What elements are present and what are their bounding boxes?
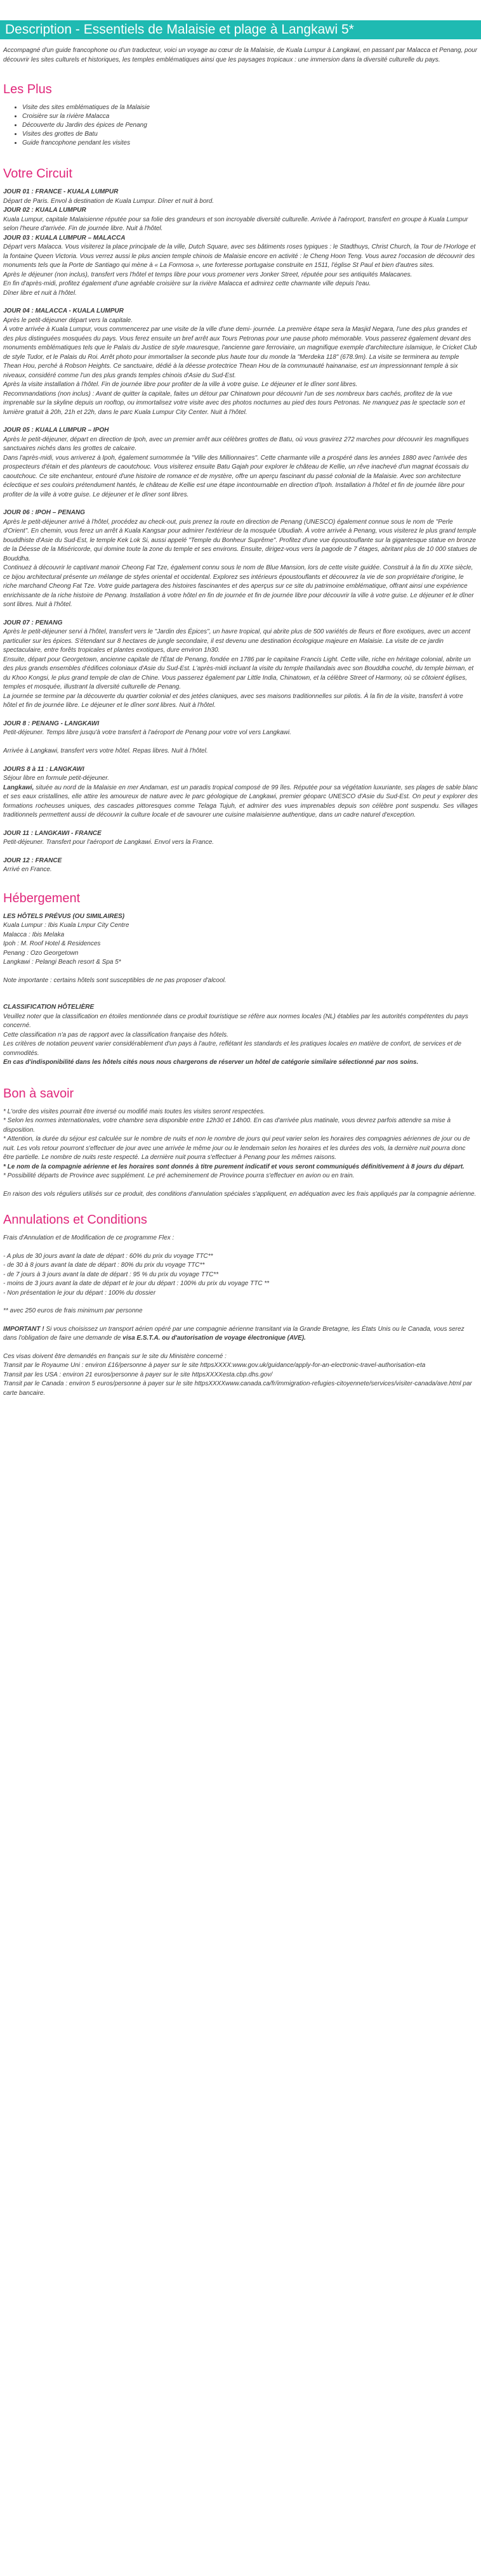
day-text: Après le petit-déjeuner servi à l'hôtel, transfert vers le "Jardin des Épices", un havre tropical, qui abrite plus de 500 variétés de fleurs et flore exotiques, avec un accent particulier sur les épices. S'étendant sur 8 hectares de jungle secondaire, il est devenu une destination écologique majeure en Malaisie. La visite de ce jardin spectaculaire, entre forêts tropicales et plantes exotiques, dure environ 1h30. Ensuite, départ pour Georgetown, ancienne capitale de l'État de Penang, fondée en 1786 par le capitaine Francis Light. Cette ville, riche en héritage colonial, abrite un des plus grands ensembles d'édifices coloniaux d'Asie du Sud-Est. L'après-midi incluant la visite du temple thaïlandais avec son Bouddha couché, du temple birman, et du Khoo Kongsi, le plus grand temple de clan de Chine. Vous passerez également par Little India, Chinatown, et la célèbre Street of Harmony, où se côtoient églises, temples et mosquée, illustrant la diversité culturelle de Penang. La journée se termine par la découverte du quartier colonial et des jetées claniques, avec ses maisons traditionnelles sur pilotis. À la fin de la visite, transfert à votre hôtel et fin de journée libre. Le déjeuner et le dîner sont libres. Nuit à l'hôtel.	[3, 628, 474, 709]
day-3	[3, 234, 478, 299]
classification-bold: En cas d'indisponibilité dans les hôtels cités nous nous chargerons de réserver un hôtel de catégorie similaire sélectionné par nos soins.	[3, 1059, 419, 1066]
day-8	[3, 720, 478, 756]
day-text: Après le petit-déjeuner départ vers la capitale. À votre arrivée à Kuala Lumpur, vous commencerez par une visite de la ville d'une demi- journée. La première étape sera la Masjid Negara, l'une des plus grandes et des plus distinguées mosquées du pays. Vous ferez ensuite un bref arrêt aux Tours Petronas pour une pause photo mémorable. Vous passerez également devant des monuments emblématiques tels que le Palais du Justice de style mauresque, l'ancienne gare ferroviaire, un magnifique exemple d'architecture islamique, le Cricket Club de style Tudor, et le Palais du Roi. Arrêt photo pour immortaliser la seconde plus haute tour du monde la "Merdeka 118" (678.9m). La visite se terminera au temple Thean Hou, perché à Robson Heights. Ce sanctuaire, dédié à la déesse protectrice Thean Hou de la communauté hainanaise, est un impressionnant temple à six niveaux, considéré comme l'un des plus grands temples chinois d'Asie du Sud-Est. Après la visite installation à l'hôtel. Fin de journée libre pour profiter de la ville à votre guise. Le déjeuner et le dîner sont libres. Recommandations (non inclus) : Avant de quitter la capitale, faites un détour par Chinatown pour découvrir l'un de ses nombreux bars cachés, profitez de la vue imprenable sur la skyline depuis un rooftop, ou immortalisez votre visite avec des photos nocturnes au pied des tours Petronas. Ne manquez pas le spectacle son et lumière gratuit à 20h, 21h et 22h, dans le parc Kuala Lumpur City Center. Nuit à l'hôtel.	[3, 316, 477, 416]
list-item: • Croisière sur la rivière Malacca	[22, 112, 478, 121]
classification-text: Veuillez noter que la classification en étoiles mentionnée dans ce produit touristique se réfère aux normes locales (NL) établies par les autorités compétentes du pays concerné. Cette classification n'a pas de rapport avec la classification française des hôtels. Les critères de notation peuvent varier considérablement d'un pays à l'autre, reflétant les standards et les pratiques locales en matière de confort, de services et de commodités.	[3, 1013, 468, 1057]
day-title: JOUR 03 : KUALA LUMPUR – MALACCA	[3, 234, 126, 242]
day-text: Après le petit-déjeuner, départ en direction de Ipoh, avec un premier arrêt aux célèbres grottes de Batu, où vous gravirez 272 marches pour découvrir les magnifiques sanctuaires nichés dans les grottes de calcaire. Dans l'après-midi, vous arriverez à Ipoh, également surnommée la "Ville des Millionnaires". Cette charmante ville a prospéré dans les années 1880 avec l'arrivée des prospecteurs d'étain et des planteurs de caoutchouc. Vous visiterez ensuite Batu Gajah pour explorer le château de Kellie, un rêve inachevé d'un magnat écossais du caoutchouc. Ce site enchanteur, entouré d'une histoire de romance et de mystère, offre un aperçu fascinant du passé colonial de la Malaisie. Avec son architecture éclectique et ses couloirs prétendument hantés, le château de Kellie est une étape incontournable en direction d'Ipoh. Installation à l'hôtel et fin de journée libre pour profiter de la ville à votre guise. Le déjeuner et le dîner sont libres.	[3, 436, 469, 498]
annulation-line: - Non présentation le jour du départ : 100% du dossier	[3, 1289, 156, 1297]
day-5	[3, 426, 478, 500]
list-item: • Visite des sites emblématiques de la Malaisie	[22, 103, 478, 112]
hotel-line: Kuala Lumpur : Ibis Kuala Lmpur City Centre	[3, 922, 129, 929]
annulation-line: - de 7 jours à 3 jours avant la date de départ : 95 % du prix du voyage TTC**	[3, 1271, 219, 1278]
day-title: JOUR 05 : KUALA LUMPUR – IPOH	[3, 427, 109, 434]
day-9-11	[3, 765, 478, 820]
visa-text: Ces visas doivent être demandés en français sur le site du Ministère concerné : Transit par le Royaume Uni : environ £16/personne à payer sur le site httpsXXXX:www.gov.uk/guidance/apply-for-an-electronic-travel-authorisation-eta Transit par les USA : environ 21 euros/personne à payer sur le site httpsXXXXesta.cbp.dhs.gov/ Transit par le Canada : environ 5 euros/personne à payer sur le site httpsXXXXwww.canada.ca/fr/immigration-refugies-citoyennete/services/visiter-canada/ave.html par carte bancaire.	[3, 1352, 472, 1397]
day-text: Départ de Paris. Envol à destination de Kuala Lumpur. Dîner et nuit à bord.	[3, 197, 214, 205]
hotel-line: Langkawi : Pelangi Beach resort & Spa 5*	[3, 959, 121, 966]
day-7	[3, 619, 478, 711]
day-title: JOUR 8 : PENANG - LANGKAWI	[3, 720, 100, 727]
day-12	[3, 857, 478, 875]
day-6	[3, 508, 478, 610]
day-text: Départ vers Malacca. Vous visiterez la place principale de la ville, Dutch Square, avec ses bâtiments roses typiques : le Stadthuys, Christ Church, la Tour de l'Horloge et la fontaine Queen Victoria. Vous verrez aussi le plus ancien temple chinois de Malaisie encore en activité : le Cheng Hoon Teng. Vous aurez l'occasion de découvrir des monuments tels que la Porte de Santiago qui mène à « La Formosa », une forteresse portugaise construite en 1511, l'église St Paul et bien d'autres sites. Après le déjeuner (non inclus), transfert vers l'hôtel et temps libre pour vous promener vers Jonker Street, réputée pour ses antiquités Malacanes. En fin d'après-midi, profitez également d'une agréable croisière sur la rivière Malacca et admirez cette charmante ville depuis l'eau. Dîner libre et nuit à l'hôtel.	[3, 243, 476, 297]
day-title: JOUR 01 : FRANCE - KUALA LUMPUR	[3, 188, 119, 195]
day-text	[3, 784, 478, 820]
important-bold: visa E.S.T.A. ou d'autorisation de voyage électronique (AVE).	[122, 1335, 306, 1342]
intro-text: Accompagné d'un guide francophone ou d'un traducteur, voici un voyage au cœur de la Malaisie, de Kuala Lumpur à Langkawi, en passant par Malacca et Penang, pour découvrir les sites culturels et historiques, les temples emblématiques ainsi que les paysages tropicaux : une immersion dans la diversité culturelle du pays.	[3, 47, 478, 63]
important-label: IMPORTANT !	[3, 1325, 46, 1333]
day-11	[3, 829, 478, 848]
hotel-line: Penang : Ozo Georgetown	[3, 949, 79, 957]
hotel-line: Malacca : Ibis Melaka	[3, 931, 65, 938]
day-1	[3, 188, 478, 206]
day-text: Arrivé en France.	[3, 866, 52, 873]
day-title: JOUR 06 : IPOH – PENANG	[3, 509, 85, 516]
annulation-line: - A plus de 30 jours avant la date de départ : 60% du prix du voyage TTC**	[3, 1252, 213, 1260]
day-text-continued: située au nord de la Malaisie en mer Andaman, est un paradis tropical composé de 99 îles. Réputée pour sa végétation luxuriante, ses plages de sable blanc et ses eaux cristallines, elle attire les amoureux de nature avec le parc géologique de Langkawi, premier géoparc UNESCO d'Asie du Sud-Est. On peut y explorer des formations rocheuses uniques, des cascades pittoresques comme Telaga Tujuh, et admirer des vues imprenables depuis son célèbre pont suspendu. Ses villages traditionnels permettent aussi de découvrir la culture locale et de savourer une cuisine malaisienne authentique, dans un cadre naturel d'exception.	[3, 784, 478, 819]
page	[0, 20, 481, 1411]
bold-text: Langkawi,	[3, 784, 34, 791]
day-title: JOUR 04 : MALACCA - KUALA LUMPUR	[3, 307, 124, 314]
day-text: Petit-déjeuner. Temps libre jusqu'à votre transfert à l'aéroport de Penang pour votre vol vers Langkawi. Arrivée à Langkawi, transfert vers votre hôtel. Repas libres. Nuit à l'hôtel.	[3, 729, 291, 754]
list-item: • Guide francophone pendant les visites	[22, 139, 478, 148]
day-4	[3, 307, 478, 417]
day-text: Séjour libre en formule petit-déjeuner.	[3, 775, 109, 782]
annulation-line: - moins de 3 jours avant la date de départ et le jour du départ : 100% du prix du voyage TTC **	[3, 1280, 270, 1287]
day-title: JOUR 07 : PENANG	[3, 619, 63, 626]
savoir-heading: Bon à savoir	[3, 1086, 74, 1101]
day-text: Après le petit-déjeuner arrivé à l'hôtel, procédez au check-out, puis prenez la route en direction de Penang (UNESCO) également connue sous le nom de "Perle d'Orient". En chemin, vous ferez un arrêt à Kuala Kangsar pour admirer l'extérieur de la mosquée Ubudiah. À votre arrivée à Penang, vous visiterez le plus grand temple bouddhiste d'Asie du Sud-Est, le temple Kek Lok Si, aussi appelé "Temple du Bonheur Suprême". Profitez d'une vue époustouflante sur la gigantesque statue en bronze de la Déesse de la Miséricorde, qui domine toute la zone du temple et ses environs. Ensuite, dirigez-vous vers la pagode de 7 étages, abritant plus de 10 000 statues de Bouddha. Continuez à découvrir le captivant manoir Cheong Fat Tze, également connu sous le nom de Blue Mansion, lors de cette visite guidée. Construit à la fin du XIXe siècle, ce bijou architectural présente un mélange de styles oriental et occidental. Explorez ses intérieurs époustouflants et découvrez la vie de son propriétaire d'origine, le riche marchand Cheong Fat Tze. Votre guide partagera des histoires fascinantes et des aperçus sur ce site du patrimoine emblématique, offrant ainsi une expérience enrichissante de la riche histoire de Penang. Installation à votre hôtel en fin de journée et fin de journée libre pour découvrir la ville à votre guise. Le déjeuner et le dîner sont libres. Nuit à l'hôtel.	[3, 518, 477, 608]
plus-heading: Les Plus	[3, 82, 52, 96]
important-notice	[3, 1325, 478, 1343]
day-title: JOUR 11 : LANGKAWI - FRANCE	[3, 829, 102, 837]
savoir-text-2: En raison des vols réguliers utilisés sur ce produit, des conditions d'annulation spéciales s'appliquent, en adéquation avec les frais appliqués par la compagnie aérienne.	[3, 1190, 477, 1198]
important-text: Si vous choisissez un transport aérien opéré par une compagnie aérienne transitant via la Grande Bretagne, les États Unis ou le Canada, vous serez dans l'obligation de faire une demande de	[3, 1325, 465, 1342]
day-title: JOURS 8 à 11 : LANGKAWI	[3, 765, 84, 773]
day-title: JOUR 12 : FRANCE	[3, 857, 62, 864]
savoir-bold: * Le nom de la compagnie aérienne et les horaires sont donnés à titre purement indicatif et vous seront communiqués définitivement à 8 jours du départ.	[3, 1163, 465, 1170]
hotel-subheading: LES HÔTELS PRÉVUS (OU SIMILAIRES)	[3, 912, 125, 920]
list-item: • Découverte du Jardin des épices de Penang	[22, 121, 478, 130]
day-2	[3, 206, 478, 234]
title-bar	[0, 20, 481, 39]
hotel-heading: Hébergement	[3, 891, 81, 905]
content	[0, 46, 481, 1398]
hotel-line: Ipoh : M. Roof Hotel & Residences	[3, 940, 101, 947]
day-title: JOUR 02 : KUALA LUMPUR	[3, 207, 86, 214]
classification-title: CLASSIFICATION HÔTELIÈRE	[3, 1004, 95, 1011]
savoir-text-end: * Possibilité départs de Province avec supplément. Le pré acheminement de Province pourra s'effectuer en avion ou en train.	[3, 1172, 355, 1179]
annulation-line: - de 30 à 8 jours avant la date de départ : 80% du prix du voyage TTC**	[3, 1262, 205, 1269]
circuit-heading: Votre Circuit	[3, 167, 72, 181]
annulation-heading: Annulations et Conditions	[3, 1213, 147, 1227]
annulation-intro: Frais d'Annulation et de Modification de ce programme Flex :	[3, 1234, 175, 1241]
savoir-text: * L'ordre des visites pourrait être inversé ou modifié mais toutes les visites seront respectées. * Selon les normes internationales, votre chambre sera disponible entre 12h30 et 14h00. En cas d'arrivée plus matinale, vous devrez parfois attendre sa mise à disposition. * Attention, la durée du séjour est calculée sur le nombre de nuits et non le nombre de jours qui peut varier selon les horaires des compagnies aériennes de jour ou de nuit. Les vols retour pourront s'effectuer de jour avec une arrivée le même jour ou le lendemain selon les horaires et les durées des vols, la dernière nuit pourra donc être partielle. Le nombre de nuits reste respecté. La dernière nuit pourra s'effectuer à Penang pour les mêmes raisons.	[3, 1108, 470, 1161]
day-text: Kuala Lumpur, capitale Malaisienne réputée pour sa folie des grandeurs et son incroyable diversité culturelle. Arrivée à l'aéroport, transfert en groupe à Kuala Lumpur selon l'heure d'arrivée. Fin de journée libre. Nuit à l'hôtel.	[3, 216, 468, 232]
page-title: Description - Essentiels de Malaisie et plage à Langkawi 5*	[5, 22, 354, 37]
hotel-note: Note importante : certains hôtels sont susceptibles de ne pas proposer d'alcool.	[3, 976, 227, 984]
list-item: • Visites des grottes de Batu	[22, 130, 478, 139]
plus-list	[3, 103, 478, 148]
day-text: Petit-déjeuner. Transfert pour l'aéroport de Langkawi. Envol vers la France.	[3, 839, 214, 846]
annulation-footnote: ** avec 250 euros de frais minimum par personne	[3, 1307, 143, 1314]
